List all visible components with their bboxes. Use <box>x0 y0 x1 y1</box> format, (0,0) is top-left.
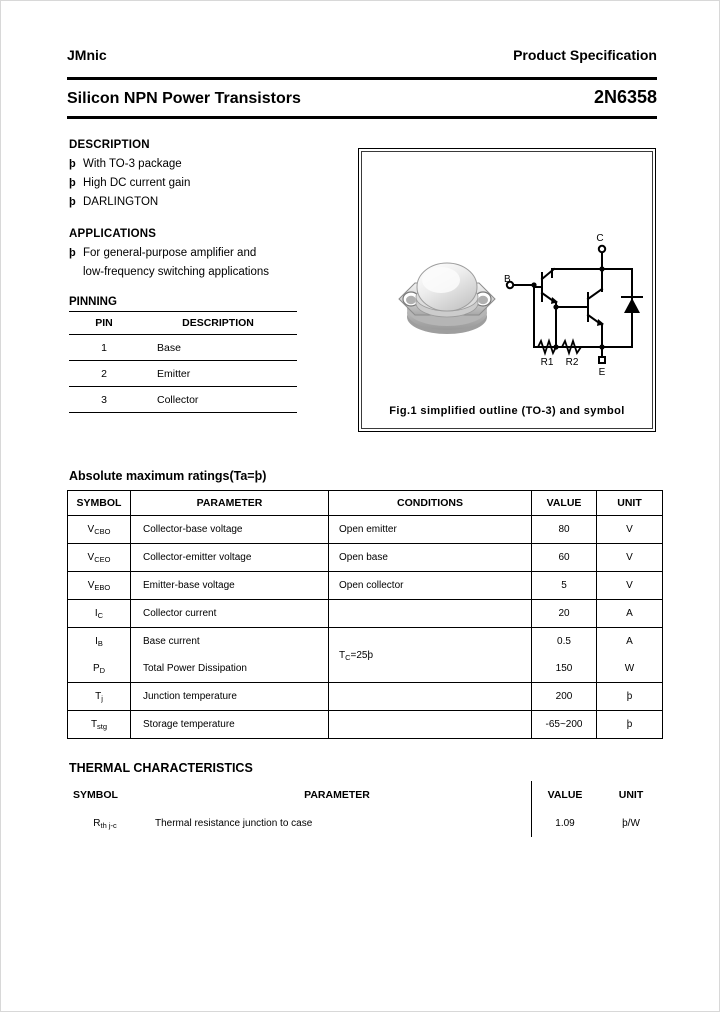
pin-description: Base <box>139 335 297 361</box>
condition-suffix: =25þ <box>350 649 374 661</box>
thermal-unit: þ/W <box>622 817 640 829</box>
condition-prefix: T <box>339 649 346 661</box>
title-row <box>67 87 657 108</box>
pinning-table <box>69 311 297 413</box>
page-header <box>67 47 657 63</box>
ratings-unit: V <box>597 572 663 600</box>
ratings-parameter: Collector-base voltage <box>131 516 329 544</box>
symbol-subscript: D <box>99 666 106 675</box>
schematic-label-base: B <box>504 274 511 285</box>
absolute-max-ratings-table <box>67 490 663 739</box>
thermal-parameter: Thermal resistance junction to case <box>155 817 313 829</box>
table-row <box>68 600 663 628</box>
bullet-icon: þ <box>69 196 76 208</box>
page-title: Silicon NPN Power Transistors <box>67 90 301 107</box>
pin-number: 1 <box>69 335 139 361</box>
ratings-conditions: Open emitter <box>329 516 532 544</box>
ratings-value: 5 <box>532 572 597 600</box>
ratings-col-symbol: SYMBOL <box>68 491 131 516</box>
ratings-parameter: Collector-emitter voltage <box>131 544 329 572</box>
description-heading: DESCRIPTION <box>69 139 150 151</box>
ratings-parameter: Base current <box>131 628 329 656</box>
symbol-base: P <box>92 663 100 674</box>
ratings-unit: þ <box>597 711 663 739</box>
thermal-symbol <box>67 809 143 837</box>
table-header-row <box>67 781 664 809</box>
document-type-label: Product Specification <box>513 47 657 63</box>
description-item-label: High DC current gain <box>83 177 191 189</box>
applications-item <box>83 244 269 282</box>
ratings-unit: A <box>597 628 663 656</box>
symbol-subscript: C <box>97 611 104 620</box>
schematic-label-r1: R1 <box>540 357 554 368</box>
ratings-parameter: Total Power Dissipation <box>131 655 329 683</box>
applications-list <box>69 244 349 282</box>
thermal-value: 1.09 <box>532 809 599 837</box>
symbol-subscript: B <box>97 639 103 648</box>
list-item <box>69 155 349 174</box>
table-row <box>68 516 663 544</box>
symbol-base: V <box>87 580 95 591</box>
schematic-label-r2: R2 <box>565 357 579 368</box>
ratings-parameter: Storage temperature <box>131 711 329 739</box>
description-list <box>69 155 349 212</box>
description-item-label: DARLINGTON <box>83 196 159 208</box>
pin-description: Emitter <box>139 361 297 387</box>
applications-item-line1: For general-purpose amplifier and <box>83 247 257 259</box>
ratings-symbol <box>68 544 131 572</box>
pinning-col-description: DESCRIPTION <box>139 312 297 335</box>
condition-subscript: C <box>345 652 351 662</box>
thermal-col-value: VALUE <box>532 781 599 809</box>
schematic-label-collector: C <box>596 233 604 244</box>
symbol-base: I <box>95 636 98 647</box>
figure-box <box>358 148 656 432</box>
ratings-unit: V <box>597 516 663 544</box>
bullet-icon: þ <box>69 177 76 189</box>
symbol-subscript: j <box>101 694 103 703</box>
bullet-icon: þ <box>69 247 76 259</box>
darlington-schematic <box>504 229 654 377</box>
ratings-symbol <box>68 628 131 656</box>
symbol-base: R <box>93 817 101 829</box>
applications-item-line2: low-frequency switching applications <box>83 266 270 278</box>
list-item <box>69 174 349 193</box>
ratings-conditions <box>329 683 532 711</box>
ratings-conditions: Open base <box>329 544 532 572</box>
ratings-col-value: VALUE <box>532 491 597 516</box>
symbol-base: T <box>95 691 102 702</box>
table-row <box>69 361 297 387</box>
brand-name: JMnic <box>67 47 107 63</box>
ratings-conditions: Open collector <box>329 572 532 600</box>
ratings-parameter: Junction temperature <box>131 683 329 711</box>
pinning-heading: PINNING <box>69 296 117 308</box>
ratings-value: 20 <box>532 600 597 628</box>
table-row <box>68 572 663 600</box>
ratings-value: 60 <box>532 544 597 572</box>
left-column <box>69 139 349 413</box>
symbol-base: T <box>90 719 98 730</box>
pinning-section <box>69 296 297 413</box>
pin-number: 2 <box>69 361 139 387</box>
ratings-value: 200 <box>532 683 597 711</box>
schematic-label-emitter: E <box>598 367 606 377</box>
ratings-parameter: Emitter-base voltage <box>131 572 329 600</box>
ratings-value: 150 <box>532 655 597 683</box>
ratings-unit: A <box>597 600 663 628</box>
bullet-icon: þ <box>69 158 76 170</box>
table-row <box>67 809 664 837</box>
table-header-row <box>68 491 663 516</box>
table-row <box>68 628 663 656</box>
ratings-conditions-merged <box>329 628 532 683</box>
thermal-characteristics-title: THERMAL CHARACTERISTICS <box>69 761 253 775</box>
ratings-conditions <box>329 600 532 628</box>
pin-description: Collector <box>139 387 297 413</box>
ratings-symbol <box>68 655 131 683</box>
symbol-subscript: stg <box>97 722 108 731</box>
description-item-label: With TO-3 package <box>83 158 182 170</box>
ratings-value: 0.5 <box>532 628 597 656</box>
thermal-col-symbol: SYMBOL <box>73 789 118 801</box>
section-spacer <box>69 212 349 228</box>
absolute-max-ratings-title: Absolute maximum ratings(Ta=þ) <box>69 469 267 483</box>
pin-number: 3 <box>69 387 139 413</box>
symbol-subscript: th j-c <box>100 820 117 830</box>
table-row <box>69 335 297 361</box>
ratings-value: 80 <box>532 516 597 544</box>
thermal-col-parameter: PARAMETER <box>304 789 370 801</box>
applications-heading: APPLICATIONS <box>69 228 157 240</box>
symbol-base: V <box>87 524 95 535</box>
table-row <box>69 387 297 413</box>
ratings-value: -65~200 <box>532 711 597 739</box>
ratings-unit: þ <box>597 683 663 711</box>
pinning-col-pin: PIN <box>69 312 139 335</box>
table-header-row <box>69 312 297 335</box>
to3-package-illustration <box>381 247 513 351</box>
symbol-subscript: CBO <box>94 527 111 536</box>
header-divider-top <box>67 77 657 80</box>
symbol-subscript: CEO <box>94 555 111 564</box>
ratings-col-unit: UNIT <box>597 491 663 516</box>
ratings-unit: W <box>597 655 663 683</box>
ratings-col-conditions: CONDITIONS <box>329 491 532 516</box>
header-divider-bottom <box>67 116 657 119</box>
symbol-base: I <box>94 608 98 619</box>
symbol-base: V <box>87 552 95 563</box>
ratings-parameter: Collector current <box>131 600 329 628</box>
ratings-conditions <box>329 711 532 739</box>
ratings-unit: V <box>597 544 663 572</box>
ratings-symbol <box>68 600 131 628</box>
ratings-symbol <box>68 572 131 600</box>
figure-caption: Fig.1 simplified outline (TO-3) and symbol <box>389 405 625 417</box>
ratings-symbol <box>68 683 131 711</box>
part-number: 2N6358 <box>593 87 657 107</box>
list-item <box>69 244 349 282</box>
thermal-col-unit: UNIT <box>618 789 644 801</box>
symbol-subscript: EBO <box>94 583 111 592</box>
table-row <box>68 544 663 572</box>
table-row <box>68 683 663 711</box>
thermal-characteristics-table <box>67 781 664 837</box>
ratings-col-parameter: PARAMETER <box>131 491 329 516</box>
list-item <box>69 193 349 212</box>
ratings-symbol <box>68 516 131 544</box>
table-row <box>68 711 663 739</box>
ratings-symbol <box>68 711 131 739</box>
